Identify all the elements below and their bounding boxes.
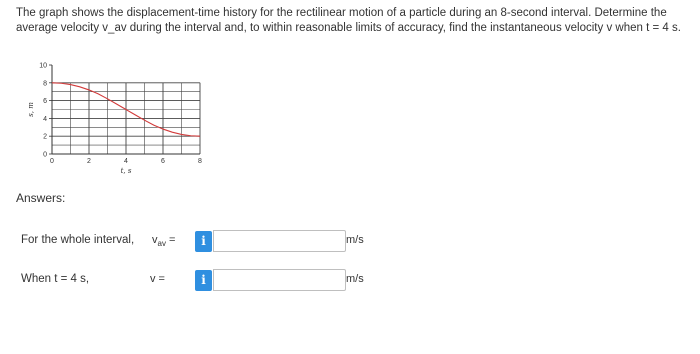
y-axis-label: s, m: [27, 102, 35, 117]
unit-label: m/s: [346, 234, 364, 246]
equals-sign: =: [155, 273, 165, 285]
equals-sign: =: [165, 234, 176, 246]
x-tick-label: 4: [124, 158, 128, 165]
y-tick-label: 2: [43, 133, 47, 141]
y-tick-label: 8: [43, 80, 47, 88]
variable-label: [150, 273, 165, 287]
answer-row-average-velocity: [0, 230, 700, 254]
y-tick-label: 4: [43, 115, 47, 123]
answer-row-instantaneous-velocity: [0, 269, 700, 293]
x-tick-label: 8: [198, 158, 202, 165]
answers-heading: Answers:: [16, 191, 66, 205]
instantaneous-velocity-input[interactable]: [213, 269, 346, 291]
y-tick-label: 10: [39, 62, 47, 70]
question-text: The graph shows the displacement-time history for the rectilinear motion of a particle during an 8-second interval. Determine the average velocity v_av during the interval and, to within reasonable limits of accuracy, find the instantaneous velocity v when t = 4 s.: [16, 7, 681, 34]
x-tick-label: 0: [50, 158, 54, 165]
average-velocity-input[interactable]: [213, 230, 346, 252]
info-icon[interactable]: i: [195, 270, 212, 291]
chart-svg: [0, 58, 220, 188]
x-tick-label: 6: [161, 158, 165, 165]
info-icon[interactable]: i: [195, 231, 212, 252]
unit-label: m/s: [346, 273, 364, 285]
variable-label: [152, 234, 175, 248]
chart-grid: [52, 83, 200, 154]
variable-symbol: v: [150, 273, 156, 285]
chart-tick-labels: [39, 63, 202, 166]
variable-symbol: v: [152, 234, 158, 246]
answer-row-label: For the whole interval,: [21, 234, 135, 246]
y-tick-label: 6: [43, 98, 47, 106]
y-tick-label: 0: [43, 151, 47, 159]
displacement-time-graph: [0, 58, 220, 188]
answer-row-label: When t = 4 s,: [21, 273, 90, 285]
x-axis-label: t, s: [120, 167, 132, 175]
variable-subscript: av: [157, 239, 166, 249]
x-tick-label: 2: [87, 158, 91, 165]
